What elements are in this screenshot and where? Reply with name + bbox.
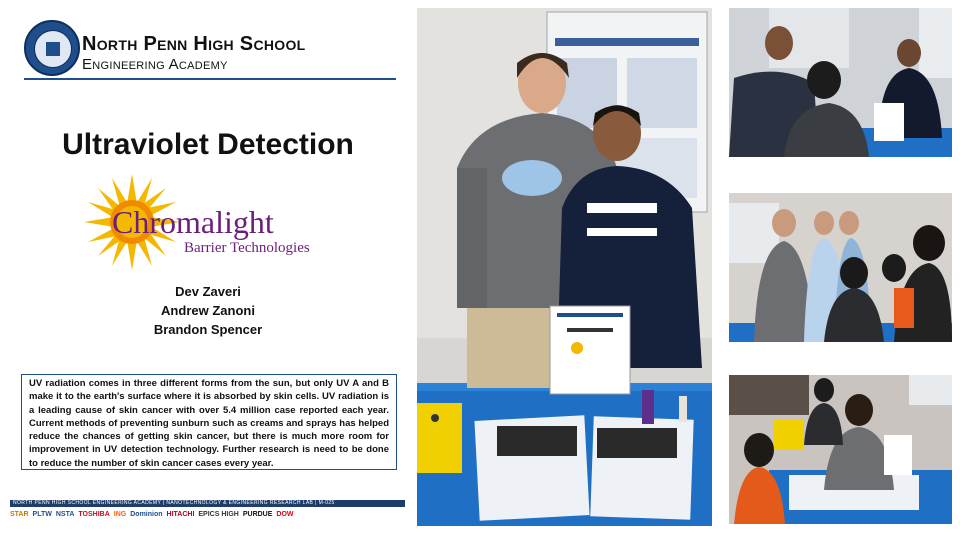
sponsor-logo: PURDUE [242,510,273,518]
sponsor-logo: TOSHIBA [78,510,110,518]
author-list [20,282,396,339]
sponsor-logo: HITACHI [166,510,195,518]
author-name: Andrew Zanoni [161,303,255,318]
main-photo [417,8,712,526]
abstract-box: UV radiation comes in three different forms from the sun, but only UV A and B make it to the earth's surface where it is absorbed by skin cells. UV radiation is a leading cause of skin cancer with over 5.4 million case reported each year. Current methods of preventing sunburn such as creams and sprays has helped reduce the chances of getting skin cancer, but there is much more room for improvement in UV detection technology. Further research is need to be done to reduce the number of skin cancer cases every year. [21,374,397,470]
logo-wordmark: Chromalight [112,204,274,240]
project-title: Ultraviolet Detection [62,128,354,161]
sponsor-logo: DOW [276,510,294,518]
school-name: North Penn High School [82,33,306,55]
sponsor-logos [10,508,405,520]
sponsor-logo: EPICS HIGH [198,510,239,518]
photo-middle-right [729,193,952,342]
sponsor-banner: NORTH PENN HIGH SCHOOL ENGINEERING ACADEMY | NANOTECHNOLOGY & ENGINEERING RESEARCH LAB | M-025 [10,500,405,507]
header-divider [24,78,396,80]
logo-subtitle: Barrier Technologies [184,240,310,256]
sponsor-logo: ING [113,510,127,518]
author-name: Dev Zaveri [175,284,241,299]
photo-bottom-right [729,375,952,524]
sponsor-logo: Dominion [130,510,163,518]
sponsor-logo: PLTW [32,510,52,518]
academy-name: Engineering Academy [82,56,228,73]
sponsor-logo: NSTA [55,510,75,518]
author-name: Brandon Spencer [153,322,263,337]
photo-top-right [729,8,952,157]
sponsor-logo: STAR [10,510,29,518]
school-seal-icon [24,20,80,76]
